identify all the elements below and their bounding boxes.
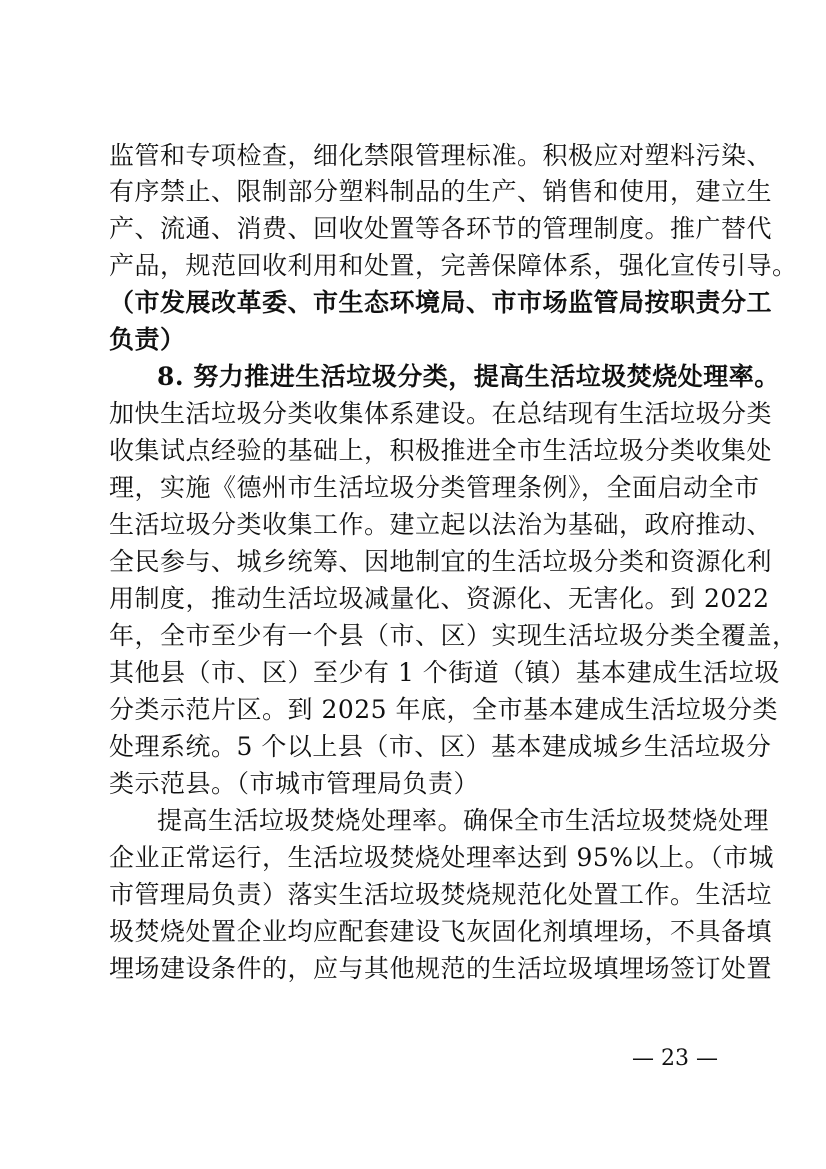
text-line: 用制度，推动生活垃圾减量化、资源化、无害化。到 2022: [109, 584, 770, 613]
text-line: 市管理局负责）落实生活垃圾焚烧规范化处置工作。生活垃: [109, 880, 773, 909]
text-line: 年，全市至少有一个县（市、区）实现生活垃圾分类全覆盖，: [109, 621, 798, 650]
responsibility-note: （市发展改革委、市生态环境局、市市场监管局按职责分工: [109, 288, 773, 317]
text-line: 收集试点经验的基础上，积极推进全市生活垃圾分类收集处: [109, 436, 773, 465]
page-number: — 23 —: [632, 1046, 718, 1071]
text-line: 产、流通、消费、回收处置等各环节的管理制度。推广替代: [109, 214, 773, 243]
text-line: 分类示范片区。到 2025 年底，全市基本建成生活垃圾分类: [109, 695, 779, 724]
section-heading: 8. 努力推进生活垃圾分类，提高生活垃圾焚烧处理率。: [157, 362, 780, 391]
text-line: 监管和专项检查，细化禁限管理标准。积极应对塑料污染、: [109, 141, 773, 170]
text-line: 产品，规范回收利用和处置，完善保障体系，强化宣传引导。: [109, 251, 798, 280]
text-line: 类示范县。（市城市管理局负责）: [109, 769, 480, 798]
text-line: 企业正常运行，生活垃圾焚烧处理率达到 95%以上。（市城: [109, 843, 775, 872]
paragraph-start: 提高生活垃圾焚烧处理率。确保全市生活垃圾焚烧处理: [157, 806, 770, 835]
text-line: 理，实施《德州市生活垃圾分类管理条例》，全面启动全市: [109, 473, 760, 502]
text-line: 圾焚烧处置企业均应配套建设飞灰固化剂填埋场，不具备填: [109, 917, 773, 946]
text-line: 有序禁止、限制部分塑料制品的生产、销售和使用，建立生: [109, 177, 773, 206]
text-line: 处理系统。5 个以上县（市、区）基本建成城乡生活垃圾分: [109, 732, 772, 761]
text-line: 加快生活垃圾分类收集体系建设。在总结现有生活垃圾分类: [109, 399, 773, 428]
text-line: 其他县（市、区）至少有 1 个街道（镇）基本建成生活垃圾: [109, 658, 780, 687]
text-line: 全民参与、城乡统筹、因地制宜的生活垃圾分类和资源化利: [109, 547, 773, 576]
text-line: 生活垃圾分类收集工作。建立起以法治为基础，政府推动、: [109, 510, 773, 539]
text-line: 埋场建设条件的，应与其他规范的生活垃圾填埋场签订处置: [109, 954, 773, 983]
responsibility-note: 负责）: [109, 325, 186, 354]
